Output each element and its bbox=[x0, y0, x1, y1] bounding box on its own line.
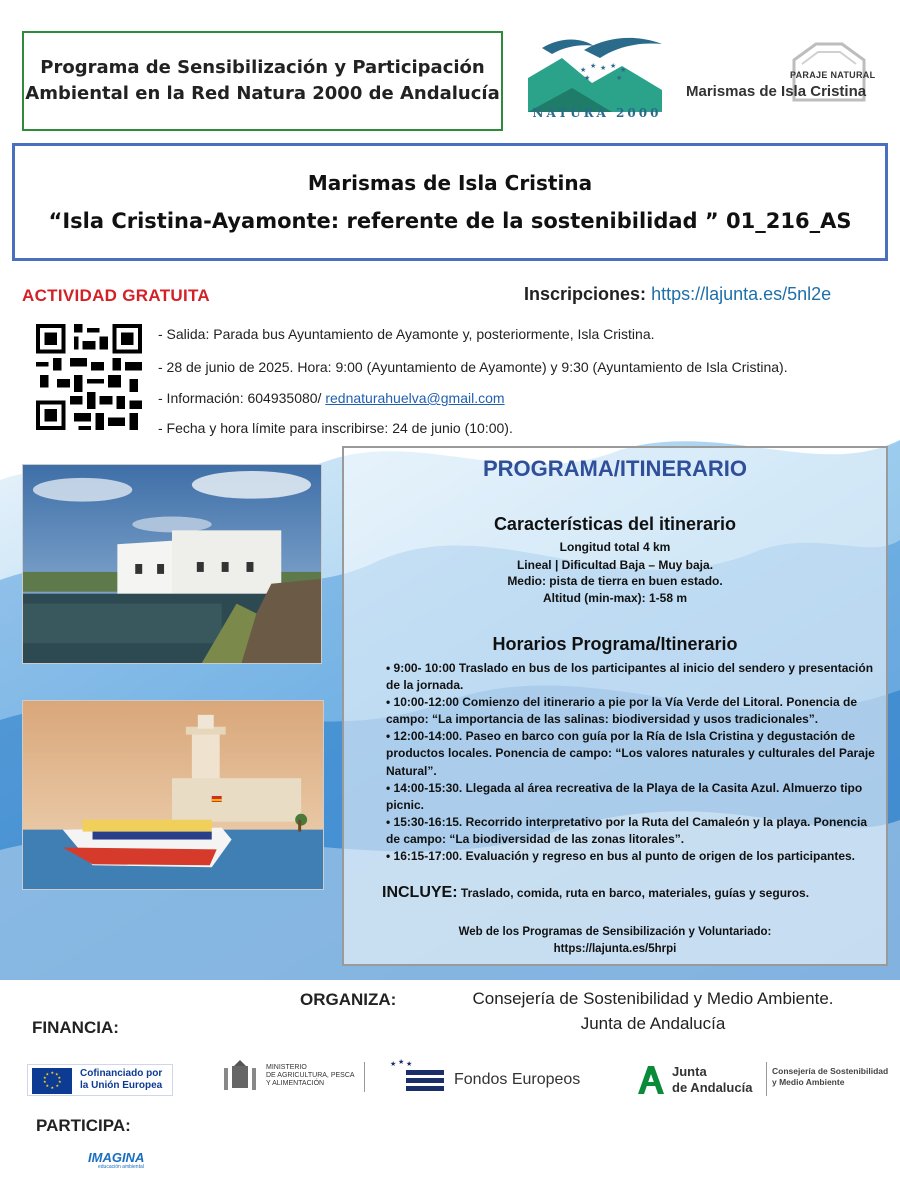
web-programas-link[interactable]: https://lajunta.es/5hrpi bbox=[553, 943, 677, 955]
svg-text:★: ★ bbox=[43, 1079, 47, 1084]
inscripciones-label: Inscripciones: bbox=[524, 284, 647, 304]
horario-item: • 12:00-14:00. Paseo en barco con guía por la Ría de Isla Cristina y degustación de productos locales. Ponencia de campo: “Los valores naturales y culturales del Paraje Natural”. bbox=[386, 729, 875, 778]
horario-item: • 10:00-12:00 Comienzo del itinerario a pie por la Vía Verde del Litoral. Ponencia de campo: “La importancia de las salinas: biodiversidad y usos tradicionales”. bbox=[386, 695, 858, 727]
coat-of-arms-icon bbox=[220, 1058, 260, 1098]
horario-item: • 14:00-15:30. Llegada al área recreativa de la Playa de la Casita Azul. Almuerzo tipo picnic. bbox=[386, 780, 863, 812]
incluye-label: INCLUYE: bbox=[382, 884, 458, 901]
junta-line2: de Andalucía bbox=[672, 1080, 753, 1095]
svg-text:★: ★ bbox=[58, 1079, 62, 1084]
paraje-natural-label: PARAJE NATURAL bbox=[790, 70, 876, 80]
ministerio-line2: DE AGRICULTURA, PESCA bbox=[266, 1072, 355, 1079]
participa-label: PARTICIPA: bbox=[36, 1116, 131, 1135]
fondos-europeos-logo bbox=[388, 1058, 598, 1098]
activity-title-line2: “Isla Cristina-Ayamonte: referente de la sostenibilidad ” 01_216_AS bbox=[48, 209, 852, 233]
inscripciones bbox=[524, 284, 831, 305]
svg-text:★: ★ bbox=[57, 1075, 62, 1080]
svg-text:★: ★ bbox=[390, 1060, 397, 1068]
caracteristicas-title: Características del itinerario bbox=[493, 514, 737, 534]
caracteristica-dificultad: Lineal | Dificultad Baja – Muy baja. bbox=[516, 558, 714, 572]
svg-text:★: ★ bbox=[55, 1071, 59, 1077]
photo-lighthouse-boat bbox=[22, 700, 324, 890]
svg-text:★: ★ bbox=[620, 66, 627, 74]
qr-code[interactable] bbox=[36, 324, 142, 430]
financia-label: FINANCIA: bbox=[32, 1018, 119, 1037]
organiza-line2: Junta de Andalucía bbox=[580, 1014, 726, 1033]
info-limite: - Fecha y hora límite para inscribirse: 24 de junio (10:00). bbox=[158, 420, 513, 436]
programa-title: PROGRAMA/ITINERARIO bbox=[483, 456, 747, 481]
svg-text:★: ★ bbox=[600, 64, 607, 72]
eu-text bbox=[80, 1068, 162, 1092]
junta-text bbox=[672, 1064, 752, 1096]
svg-text:★: ★ bbox=[45, 1071, 50, 1077]
free-activity-label: ACTIVIDAD GRATUITA bbox=[22, 286, 210, 305]
activity-title-line1: Marismas de Isla Cristina bbox=[307, 171, 593, 195]
caracteristica-longitud: Longitud total 4 km bbox=[559, 540, 671, 554]
svg-text:★: ★ bbox=[45, 1083, 50, 1088]
program-title-box bbox=[22, 31, 503, 131]
info-contacto bbox=[158, 390, 505, 406]
eu-cofinanciado-logo bbox=[27, 1064, 173, 1096]
ministerio-line3: Y ALIMENTACIÓN bbox=[266, 1080, 325, 1087]
imagina-logo bbox=[88, 1146, 168, 1176]
info-salida: - Salida: Parada bus Ayuntamiento de Ayamonte y, posteriormente, Isla Cristina. bbox=[158, 326, 655, 342]
caracteristica-altitud: Altitud (min-max): 1-58 m bbox=[542, 591, 687, 605]
info-informacion-label: - Información: 604935080/ bbox=[158, 390, 326, 406]
organiza-entity bbox=[432, 986, 874, 1036]
web-programas bbox=[344, 924, 886, 958]
photo-marsh-building bbox=[22, 464, 322, 664]
svg-text:★: ★ bbox=[43, 1075, 47, 1080]
svg-text:★: ★ bbox=[584, 74, 591, 82]
fondos-flag-icon bbox=[388, 1058, 448, 1098]
horarios-list bbox=[386, 660, 876, 865]
caracteristica-medio: Medio: pista de tierra en buen estado. bbox=[507, 574, 723, 588]
divider bbox=[364, 1062, 365, 1092]
eu-line1: Cofinanciado por bbox=[80, 1068, 163, 1079]
consejeria-line1: Consejería de Sostenibilidad bbox=[772, 1066, 889, 1076]
imagina-subtext: educación ambiental bbox=[98, 1164, 144, 1170]
ministerio-line1: MINISTERIO bbox=[266, 1064, 307, 1071]
natura-logo-text: NATURA 2000 bbox=[532, 106, 662, 120]
organiza-label: ORGANIZA: bbox=[300, 990, 397, 1009]
svg-text:★: ★ bbox=[616, 74, 623, 82]
eu-line2: la Unión Europea bbox=[80, 1080, 163, 1091]
junta-icon bbox=[634, 1062, 668, 1096]
svg-text:★: ★ bbox=[55, 1083, 60, 1088]
svg-text:★: ★ bbox=[398, 1058, 405, 1066]
svg-text:★: ★ bbox=[580, 66, 587, 74]
incluye bbox=[382, 884, 809, 902]
horarios-title: Horarios Programa/Itinerario bbox=[492, 634, 738, 654]
svg-text:★: ★ bbox=[590, 62, 597, 70]
svg-text:★: ★ bbox=[50, 1085, 55, 1090]
imagina-text: IMAGINA bbox=[88, 1150, 145, 1165]
email-link[interactable]: rednaturahuelva@gmail.com bbox=[325, 390, 505, 406]
ministerio-text bbox=[266, 1064, 355, 1088]
junta-line1: Junta bbox=[672, 1064, 707, 1079]
eu-flag-icon bbox=[32, 1068, 72, 1094]
paraje-natural-name: Marismas de Isla Cristina bbox=[686, 83, 867, 100]
svg-text:★: ★ bbox=[406, 1060, 413, 1068]
svg-text:★: ★ bbox=[610, 62, 617, 70]
horario-item: • 16:15-17:00. Evaluación y regreso en bus al punto de origen de los participantes. bbox=[386, 849, 856, 864]
horario-item: • 9:00- 10:00 Traslado en bus de los participantes al inicio del sendero y presentación de la jornada. bbox=[386, 661, 874, 693]
program-title-line1: Programa de Sensibilización y Participación bbox=[40, 56, 485, 78]
inscripciones-link[interactable]: https://lajunta.es/5nl2e bbox=[651, 284, 832, 304]
ministerio-logo bbox=[216, 1054, 366, 1100]
info-fecha: - 28 de junio de 2025. Hora: 9:00 (Ayuntamiento de Ayamonte) y 9:30 (Ayuntamiento de Isla Cristina). bbox=[158, 359, 788, 375]
fondos-text: Fondos Europeos bbox=[454, 1071, 581, 1088]
incluye-text: Traslado, comida, ruta en barco, materiales, guías y seguros. bbox=[457, 886, 810, 900]
divider bbox=[766, 1062, 767, 1096]
consejeria-text bbox=[772, 1066, 888, 1088]
web-programas-label: Web de los Programas de Sensibilización y Voluntariado: bbox=[458, 926, 772, 938]
organiza-line1: Consejería de Sostenibilidad y Medio Ambiente. bbox=[472, 989, 834, 1008]
consejeria-line2: y Medio Ambiente bbox=[772, 1077, 845, 1087]
horario-item: • 15:30-16:15. Recorrido interpretativo por la Ruta del Camaleón y la playa. Ponencia de campo: “La biodiversidad de las zonas litorales”. bbox=[386, 814, 868, 846]
activity-title-box bbox=[12, 143, 888, 261]
programa-box bbox=[342, 446, 888, 966]
svg-text:★: ★ bbox=[50, 1070, 55, 1075]
junta-andalucia-logo bbox=[632, 1058, 894, 1100]
program-title-line2: Ambiental en la Red Natura 2000 de Andalucía bbox=[25, 83, 500, 104]
